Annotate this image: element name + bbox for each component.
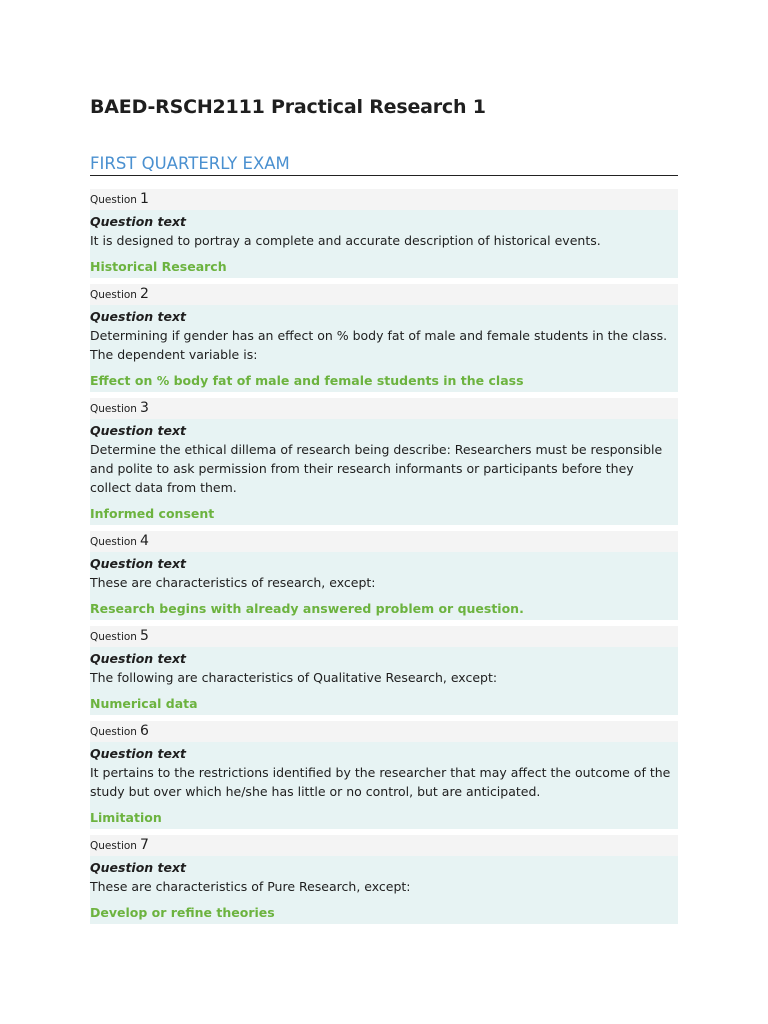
- question-number: 5: [139, 628, 149, 644]
- question-number: 7: [139, 837, 149, 853]
- question-header: [90, 398, 678, 419]
- question-text: It is designed to portray a complete and accurate description of historical events.: [90, 233, 601, 248]
- question-word: Question: [90, 726, 137, 738]
- question-header: [90, 531, 678, 552]
- question-number: 3: [139, 400, 149, 416]
- question-body: [90, 742, 678, 829]
- question-block-2: [90, 284, 678, 392]
- question-word: Question: [90, 536, 137, 548]
- question-body: [90, 552, 678, 620]
- question-answer: Develop or refine theories: [90, 905, 275, 920]
- question-header: [90, 284, 678, 305]
- question-block-6: [90, 721, 678, 829]
- question-text-label: Question text: [90, 746, 187, 761]
- question-block-1: [90, 189, 678, 278]
- question-number: 2: [139, 286, 149, 302]
- question-block-3: [90, 398, 678, 525]
- question-block-4: [90, 531, 678, 620]
- question-text-label: Question text: [90, 556, 187, 571]
- question-word: Question: [90, 631, 137, 643]
- question-answer: Effect on % body fat of male and female students in the class: [90, 373, 524, 388]
- question-header: [90, 189, 678, 210]
- question-list: [90, 189, 678, 930]
- question-text-label: Question text: [90, 423, 187, 438]
- question-text-label: Question text: [90, 860, 187, 875]
- document-title: BAED-RSCH2111 Practical Research 1: [90, 96, 486, 118]
- question-body: [90, 856, 678, 924]
- question-answer: Limitation: [90, 810, 162, 825]
- question-word: Question: [90, 403, 137, 415]
- question-word: Question: [90, 289, 137, 301]
- question-header: [90, 721, 678, 742]
- exam-heading: FIRST QUARTERLY EXAM: [90, 154, 678, 176]
- question-body: [90, 210, 678, 278]
- question-answer: Research begins with already answered problem or question.: [90, 601, 524, 616]
- question-body: [90, 647, 678, 715]
- question-number: 6: [139, 723, 149, 739]
- question-answer: Historical Research: [90, 259, 227, 274]
- question-text: These are characteristics of research, except:: [90, 575, 376, 590]
- question-header: [90, 626, 678, 647]
- question-word: Question: [90, 194, 137, 206]
- question-text-label: Question text: [90, 309, 187, 324]
- question-body: [90, 305, 678, 392]
- question-text-label: Question text: [90, 214, 187, 229]
- question-header: [90, 835, 678, 856]
- question-text-label: Question text: [90, 651, 187, 666]
- question-text: Determining if gender has an effect on % body fat of male and female students in the class. The dependent variable is:: [90, 328, 668, 362]
- question-body: [90, 419, 678, 525]
- question-block-7: [90, 835, 678, 924]
- question-number: 4: [139, 533, 149, 549]
- question-word: Question: [90, 840, 137, 852]
- question-block-5: [90, 626, 678, 715]
- question-answer: Informed consent: [90, 506, 215, 521]
- question-text: The following are characteristics of Qualitative Research, except:: [90, 670, 498, 685]
- question-number: 1: [139, 191, 149, 207]
- question-text: These are characteristics of Pure Research, except:: [90, 879, 411, 894]
- question-answer: Numerical data: [90, 696, 198, 711]
- question-text: Determine the ethical dillema of research being describe: Researchers must be responsible and polite to ask permission from their research informants or participants before they collect data from them.: [90, 442, 663, 495]
- question-text: It pertains to the restrictions identified by the researcher that may affect the outcome of the study but over which he/she has little or no control, but are anticipated.: [90, 765, 671, 799]
